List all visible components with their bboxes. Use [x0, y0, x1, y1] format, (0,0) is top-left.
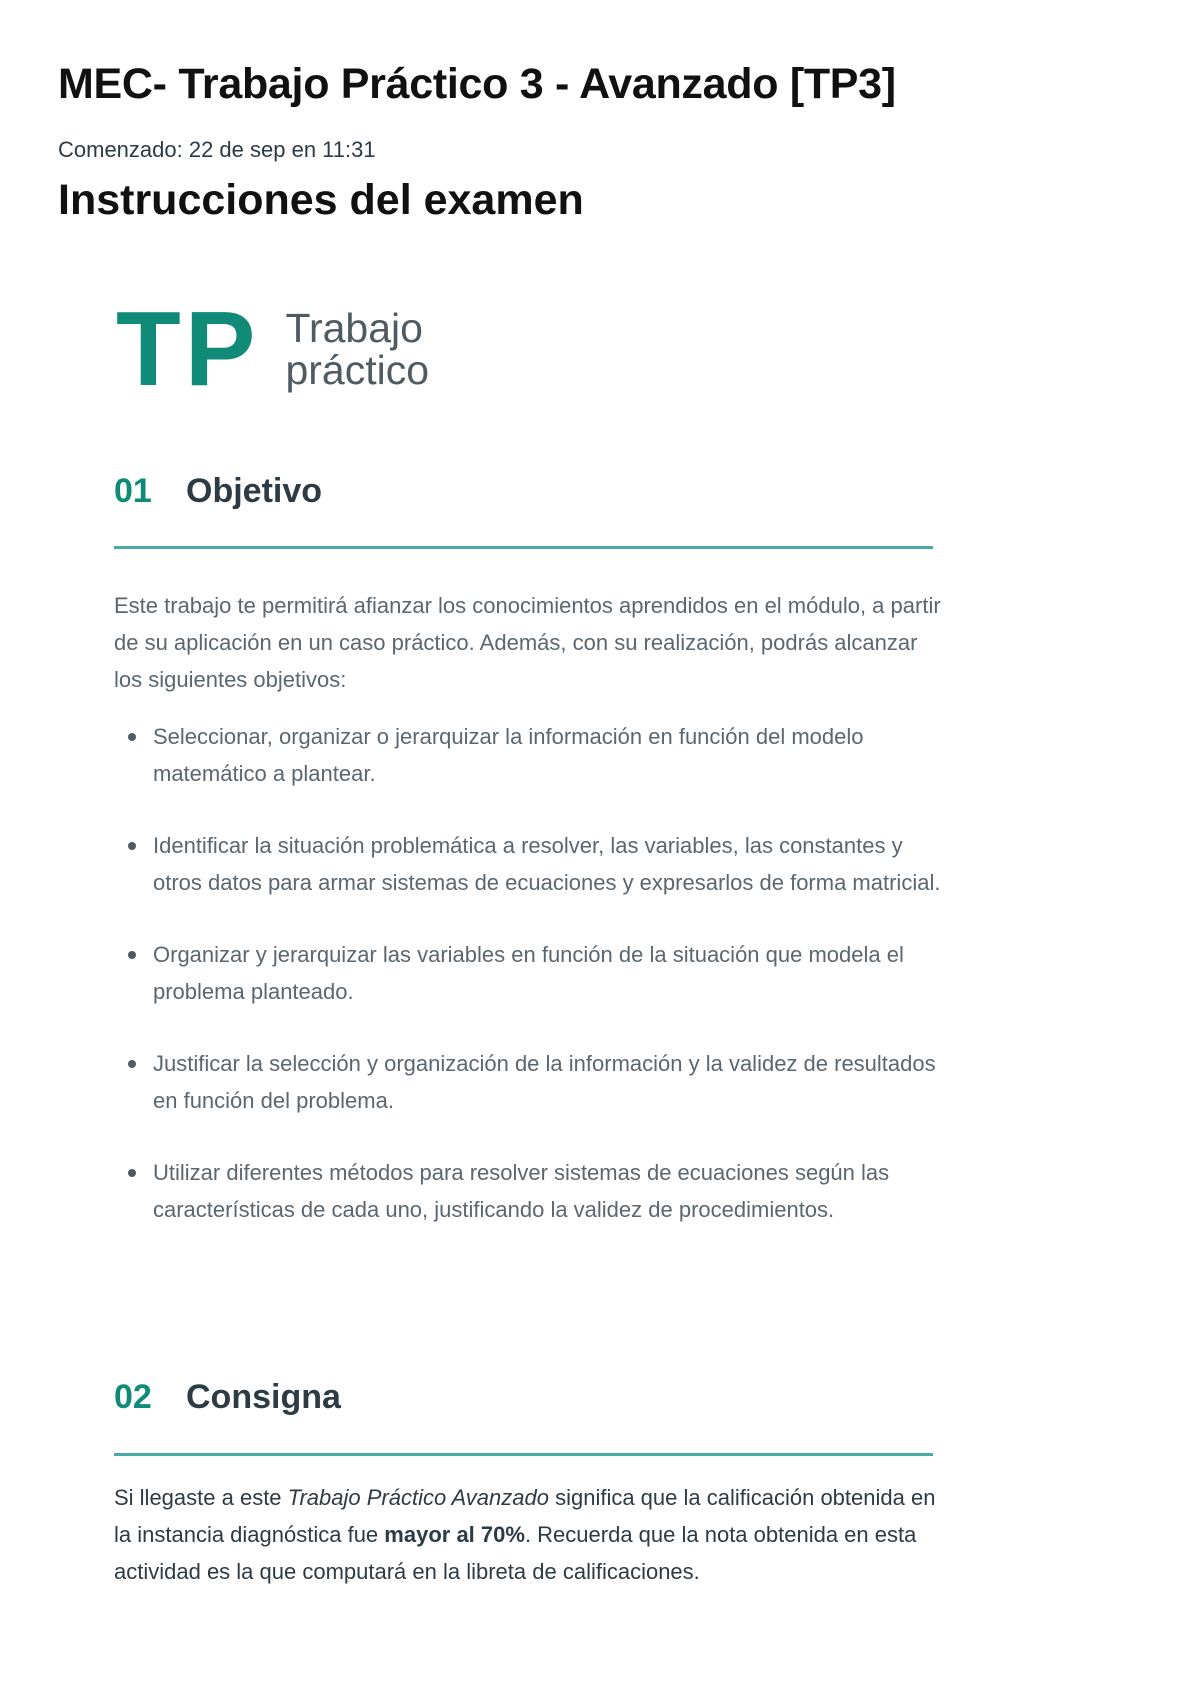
started-timestamp: Comenzado: 22 de sep en 11:31 [58, 137, 376, 162]
section-title: Consigna [186, 1378, 341, 1416]
list-item: Justificar la selección y organización de la información y la validez de resultados en función del problema. [114, 1045, 944, 1119]
consigna-text-c: . Recuerda que la nota obtenida en esta actividad es la que computará en la libreta de calificaciones. [114, 1522, 917, 1584]
page-title: MEC- Trabajo Práctico 3 - Avanzado [TP3] [58, 60, 896, 108]
list-item: Identificar la situación problemática a resolver, las variables, las constantes y otros datos para armar sistemas de ecuaciones y expresarlos de forma matricial. [114, 827, 944, 901]
section-title: Objetivo [186, 472, 323, 510]
instructions-heading: Instrucciones del examen [58, 176, 584, 224]
section-number: 02 [114, 1378, 152, 1416]
section-divider [114, 1453, 933, 1456]
section-number: 01 [114, 472, 152, 510]
consigna-text-bold: mayor al 70% [384, 1522, 525, 1547]
tp-logo-letters: TP [116, 290, 260, 408]
section-consigna-header [114, 1378, 933, 1417]
section-objetivo-header [114, 472, 933, 511]
section-divider [114, 546, 933, 549]
list-item: Organizar y jerarquizar las variables en función de la situación que modela el problema planteado. [114, 936, 944, 1010]
consigna-text-a: Si llegaste a este [114, 1485, 288, 1510]
consigna-text-italic: Trabajo Práctico Avanzado [287, 1485, 549, 1510]
objetivo-intro: Este trabajo te permitirá afianzar los conocimientos aprendidos en el módulo, a partir de su aplicación en un caso práctico. Además, con su realización, podrás alcanzar los siguientes objetivos: [114, 593, 941, 692]
list-item: Utilizar diferentes métodos para resolver sistemas de ecuaciones según las características de cada uno, justificando la validez de procedimientos. [114, 1154, 944, 1228]
consigna-text-b: significa que la calificación obtenida en la instancia diagnóstica fue [114, 1485, 936, 1547]
consigna-text [114, 1479, 944, 1590]
tp-logo-line2: práctico [285, 347, 430, 393]
tp-logo-line1: Trabajo [285, 305, 423, 351]
list-item: Seleccionar, organizar o jerarquizar la información en función del modelo matemático a plantear. [114, 718, 944, 792]
tp-logo [116, 290, 430, 408]
tp-logo-words [285, 307, 429, 391]
objetivos-list [114, 718, 944, 1263]
